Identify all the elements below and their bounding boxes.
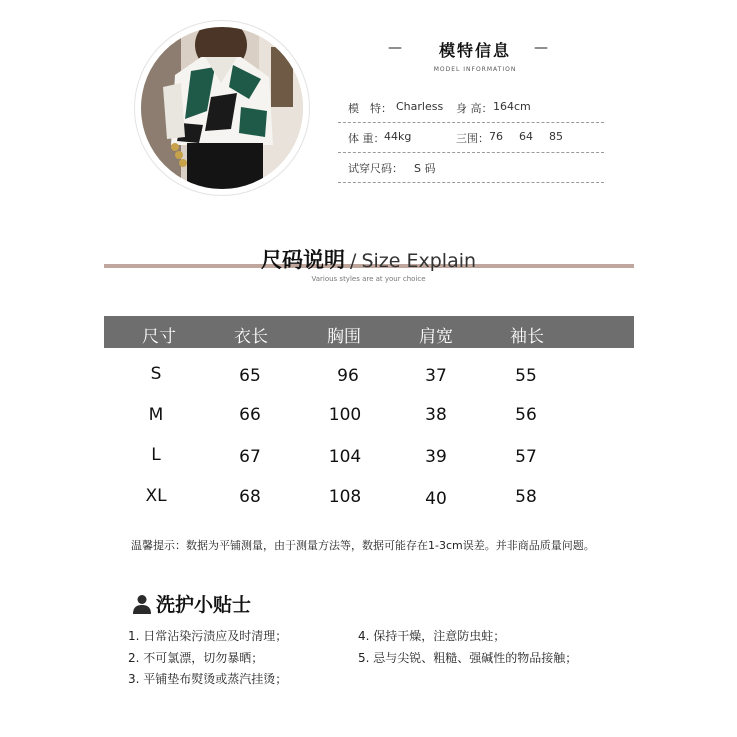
care-tip-2: 2. 不可氯漂，切勿暴晒；: [128, 651, 264, 665]
care-tip-4: 4. 保持干燥，注意防虫蛀；: [358, 629, 506, 643]
table-cell: 57: [515, 447, 537, 467]
table-cell: 38: [425, 405, 447, 425]
size-table-header: [104, 316, 634, 348]
table-cell: 96: [337, 366, 359, 386]
model-photo-frame: [134, 20, 310, 196]
info-row-weight: [338, 124, 604, 153]
header-sleeve: 袖长: [510, 327, 544, 347]
header-shoulder: 肩宽: [419, 327, 453, 347]
table-cell: 37: [425, 366, 447, 386]
table-cell: 65: [239, 366, 261, 386]
table-cell: 104: [328, 447, 362, 467]
trial-size-label: 试穿尺码：: [348, 162, 403, 175]
table-cell: S: [150, 364, 162, 384]
table-cell: 108: [328, 487, 362, 507]
header-length: 衣长: [234, 327, 268, 347]
model-photo: [141, 27, 303, 189]
weight-value: 44kg: [384, 130, 412, 143]
size-explain-subtitle: Various styles are at your choice: [311, 275, 426, 283]
header-bust: 胸围: [327, 327, 361, 347]
measure-hip: 85: [549, 130, 563, 143]
model-info-title: 模特信息: [438, 41, 511, 60]
model-label: 模 特：: [348, 102, 392, 115]
weight-label: 体 重：: [348, 132, 385, 145]
header-size: 尺寸: [142, 327, 176, 347]
table-cell: M: [148, 405, 164, 425]
height-value: 164cm: [493, 100, 531, 113]
care-tip-5: 5. 忌与尖锐、粗糙、强碱性的物品接触；: [358, 651, 578, 665]
measure-label: 三围：: [456, 132, 489, 145]
size-explain-title: 尺码说明: [260, 248, 345, 272]
measurement-note: 温馨提示：数据为平铺测量，由于测量方法等，数据可能存在1-3cm误差。并非商品质量问题。: [131, 539, 595, 552]
measure-bust: 76: [489, 130, 503, 143]
table-cell: 39: [425, 447, 447, 467]
table-cell: XL: [145, 486, 167, 506]
care-tip-3: 3. 平铺垫布熨烫或蒸汽挂烫；: [128, 672, 288, 686]
title-dash-left: —: [388, 40, 402, 56]
height-label: 身 高：: [456, 102, 493, 115]
title-dash-right: —: [534, 40, 548, 56]
table-cell: 66: [239, 405, 261, 425]
table-cell: 100: [328, 405, 362, 425]
model-info-subtitle: MODEL INFORMATION: [433, 66, 517, 73]
model-info-heading: [380, 38, 570, 73]
table-cell: 67: [239, 447, 261, 467]
table-cell: 40: [425, 489, 447, 509]
care-tips-heading: [132, 590, 251, 617]
table-cell: L: [151, 445, 161, 465]
info-row-trial-size: [338, 154, 604, 183]
care-tip-1: 1. 日常沾染污渍应及时清理；: [128, 629, 288, 643]
person-icon: [132, 594, 152, 614]
trial-size-value: S 码: [414, 162, 436, 175]
size-explain-heading: [0, 244, 737, 274]
care-tips-title: 洗护小贴士: [156, 594, 252, 616]
size-title-slash: /: [349, 250, 357, 272]
table-cell: 56: [515, 405, 537, 425]
table-cell: 68: [239, 487, 261, 507]
model-value: Charless: [396, 100, 444, 113]
table-cell: 58: [515, 487, 537, 507]
info-row-model: [338, 94, 604, 123]
size-explain-title-en: Size Explain: [361, 250, 477, 272]
table-cell: 55: [515, 366, 537, 386]
measure-waist: 64: [519, 130, 533, 143]
